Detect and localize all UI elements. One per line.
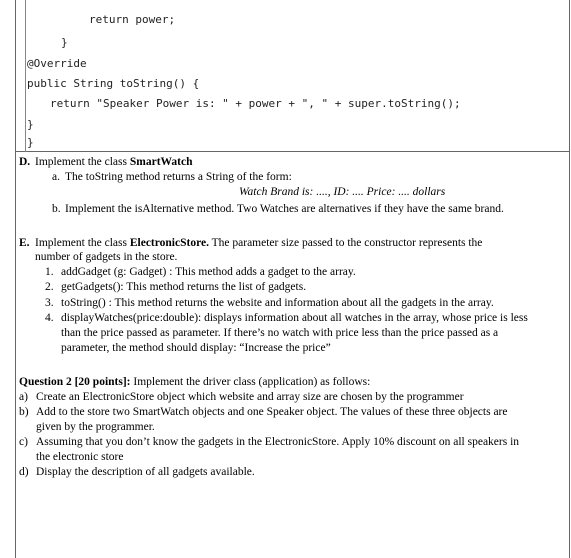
list-item: than the price passed as parameter. If there’s no watch with price less than the price passed as a [61,327,499,339]
section-d-item-label: b. [52,203,61,215]
section-d-heading: Implement the class SmartWatch [35,156,193,168]
list-item: displayWatches(price:double): displays information about all watches in the array, whose price is less [61,312,528,324]
list-item-number: 2. [45,281,54,293]
code-line: @Override [27,57,87,70]
code-line: } [27,136,34,149]
list-item-number: 3. [45,297,54,309]
code-line: public String toString() { [27,77,200,90]
section-e-heading: Implement the class ElectronicStore. The parameter size passed to the constructor represents the [35,237,483,249]
section-d-item-label: a. [52,171,60,183]
list-item-number: 1. [45,266,54,278]
question-item-label: d) [19,466,29,478]
question-item: Display the description of all gadgets available. [36,466,255,478]
code-line: } [61,36,68,49]
question-item: Create an ElectronicStore object which website and array size are chosen by the programmer [36,391,464,403]
question-item-label: a) [19,391,28,403]
question-item: given by the programmer. [36,421,155,433]
section-e-heading-cont: number of gadgets in the store. [35,251,178,263]
list-item: parameter, the method should display: “Increase the price” [61,342,331,354]
question-item: Add to the store two SmartWatch objects and one Speaker object. The values of these three objects are [36,406,508,418]
section-d-item-text: Implement the isAlternative method. Two Watches are alternatives if they have the same brand. [65,203,504,215]
code-line: return "Speaker Power is: " + power + ", " + super.toString(); [50,97,461,110]
code-snippet [16,0,569,152]
code-gutter-line [25,0,26,152]
section-d-label: D. [19,156,31,168]
list-item-number: 4. [45,312,54,324]
document-page [15,0,570,558]
list-item: addGadget (g: Gadget) : This method adds a gadget to the array. [61,266,356,278]
list-item: toString() : This method returns the website and information about all the gadgets in the array. [61,297,494,309]
question-item-label: b) [19,406,29,418]
tostring-format: Watch Brand is: ...., ID: .... Price: .... dollars [239,186,446,198]
code-line: return power; [89,13,176,26]
question-item-label: c) [19,436,28,448]
code-line: } [27,118,34,131]
question-item: the electronic store [36,451,124,463]
section-e-label: E. [19,237,30,249]
section-d-item-text: The toString method returns a String of the form: [65,171,292,183]
list-item: getGadgets(): This method returns the list of gadgets. [61,281,307,293]
question-2-heading: Question 2 [20 points]: Implement the driver class (application) as follows: [19,376,371,388]
question-item: Assuming that you don’t know the gadgets in the ElectronicStore. Apply 10% discount on all speakers in [36,436,520,448]
